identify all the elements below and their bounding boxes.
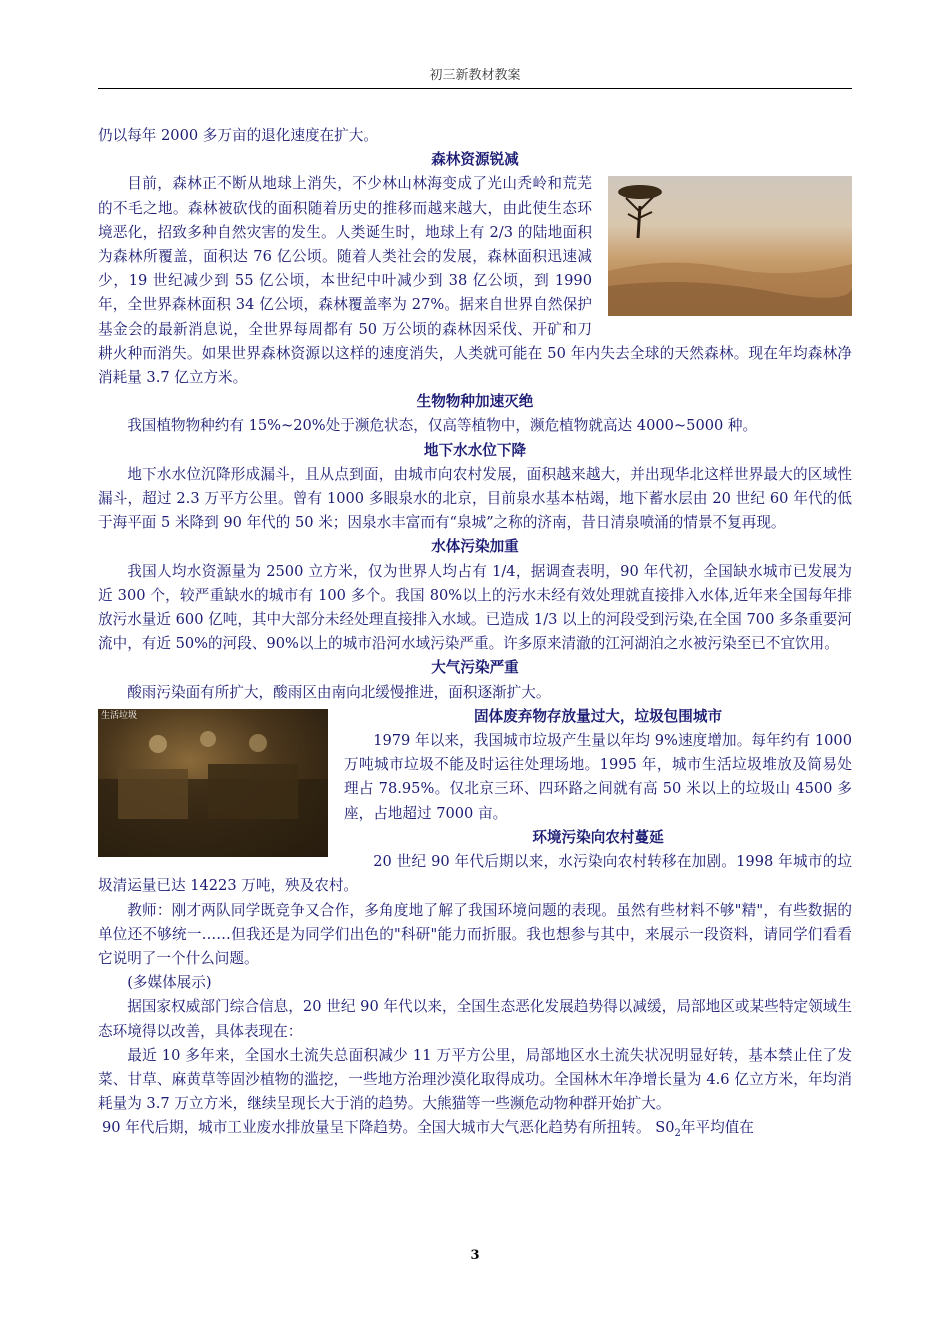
heading-forest: 森林资源锐减	[431, 151, 519, 169]
garbage-illustration	[98, 709, 328, 857]
page-header	[98, 64, 852, 89]
species-paragraph: 我国植物物种约有 15%~20%处于濒危状态，仅高等植物中，濒危植物就高达 4000~5000 种。	[127, 417, 758, 435]
rural-paragraph: 20 世纪 90 年代后期以来，水污染向农村转移在加剧。1998 年城市的垃圾清运量已达 14223 万吨，殃及农村。	[98, 853, 852, 895]
last-line-post: 年平均值在	[680, 1119, 754, 1137]
heading-groundwater: 地下水水位下降	[423, 441, 527, 459]
last-line-sub: 2	[674, 1128, 681, 1140]
header-title: 初三新教材教案	[429, 68, 521, 83]
heading-water: 水体污染加重	[431, 538, 519, 556]
air-paragraph: 酸雨污染面有所扩大，酸雨区由南向北缓慢推进，面积逐渐扩大。	[127, 683, 551, 701]
page-footer	[0, 1248, 950, 1263]
garbage-photo-caption: 生活垃圾	[101, 710, 138, 721]
water-paragraph: 我国人均水资源量为 2500 立方米，仅为世界人均占有 1/4，据调查表明，90 年代初，全国缺水城市已发展为近 300 个，较严重缺水的城市有 100 多个。我国 80%以上的污水未经有效处理就直接排入水体,近年来全国每年排放污水量近 600 亿吨，其中大部分未经处理直接排入水域。已造成 1/3 以上的河段受到污染,在全国 700 多条重要河流中，有近 50%的河段、90%以上的城市沿河水域污染严重。许多原来清澈的江河湖泊之水被污染至已不宜饮用。	[98, 562, 852, 653]
heading-species: 生物物种加速灭绝	[416, 393, 534, 411]
waste-paragraph: 1979 年以来，我国城市垃圾产生量以年均 9%速度增加。每年约有 1000 万吨城市垃圾不能及时运往处理场地。1995 年，城市生活垃圾堆放及简易处理占 78.95%。仅北京三环、四环路之间就有高 50 米以上的垃圾山 4500 多座，占地超过 7000 亩。	[344, 732, 852, 822]
desert-tree-illustration	[608, 176, 852, 316]
last-line	[98, 1116, 852, 1146]
forest-paragraph: 目前，森林正不断从地球上消失，不少林山林海变成了光山秃岭和荒芜的不毛之地。森林被砍伐的面积随着历史的推移而越来越大，由此使生态环境恶化，招致多种自然灾害的发生。人类诞生时，地球上有 2/3 的陆地面积为森林所覆盖，面积达 76 亿公顷。随着人类社会的发展，森林面积迅速减少，19 世纪减少到 55 亿公顷，本世纪中叶减少到 38 亿公顷，到 1990 年，全世界森林面积 34 亿公顷，森林覆盖率为 27%。据来自世界自然保护基金会的最新消息说，全世界每周都有 50 万公顷的森林因采伐、开矿和刀耕火种而消失。如果世界森林资源以这样的速度消失，人类就可能在 50 年内失去全球的天然森林。现在年均森林净消耗量 3.7 亿立方米。	[98, 175, 852, 387]
teacher-paragraph: 教师：刚才两队同学既竞争又合作，多角度地了解了我国环境问题的表现。虽然有些材料不够"精"，有些数据的单位还不够统一……但我还是为同学们出色的"科研"能力而折服。我也想参与其中，来展示一段资料，请同学们看看它说明了一个什么问题。	[98, 901, 852, 967]
page-number: 3	[470, 1248, 480, 1263]
heading-rural: 环境污染向农村蔓延	[532, 828, 664, 846]
intro-paragraph: 仍以每年 2000 多万亩的退化速度在扩大。	[98, 127, 378, 144]
garbage-photo	[98, 709, 328, 857]
document-body	[98, 124, 852, 1146]
desert-tree-photo	[608, 176, 852, 316]
multimedia-note: (多媒体展示)	[127, 974, 212, 992]
recent-paragraph: 最近 10 多年来，全国水土流失总面积减少 11 万平方公里，局部地区水土流失状况明显好转，基本禁止住了发菜、甘草、麻黄草等固沙植物的滥挖，一些地方治理沙漠化取得成功。全国林木年净增长量为 4.6 亿立方米，年均消耗量为 3.7 万立方米，继续呈现长大于消的趋势。大熊猫等一些濒危动物种群开始扩大。	[98, 1046, 852, 1113]
heading-waste: 固体废弃物存放量过大，垃圾包围城市	[473, 707, 723, 725]
last-line-pre: 90 年代后期，城市工业废水排放量呈下降趋势。全国大城市大气恶化趋势有所扭转。 S0	[102, 1119, 675, 1137]
heading-air: 大气污染严重	[431, 659, 519, 677]
authority-paragraph: 据国家权威部门综合信息，20 世纪 90 年代以来，全国生态恶化发展趋势得以减缓，局部地区或某些特定领域生态环境得以改善，具体表现在：	[98, 998, 852, 1040]
groundwater-paragraph: 地下水水位沉降形成漏斗，且从点到面，由城市向农村发展，面积越来越大，并出现华北这样世界最大的区域性漏斗，超过 2.3 万平方公里。曾有 1000 多眼泉水的北京，目前泉水基本枯竭，地下蓄水层由 20 世纪 60 年代的低于海平面 5 米降到 90 年代的 50 米；因泉水丰富而有“泉城”之称的济南，昔日清泉喷涌的情景不复再现。	[98, 465, 852, 532]
